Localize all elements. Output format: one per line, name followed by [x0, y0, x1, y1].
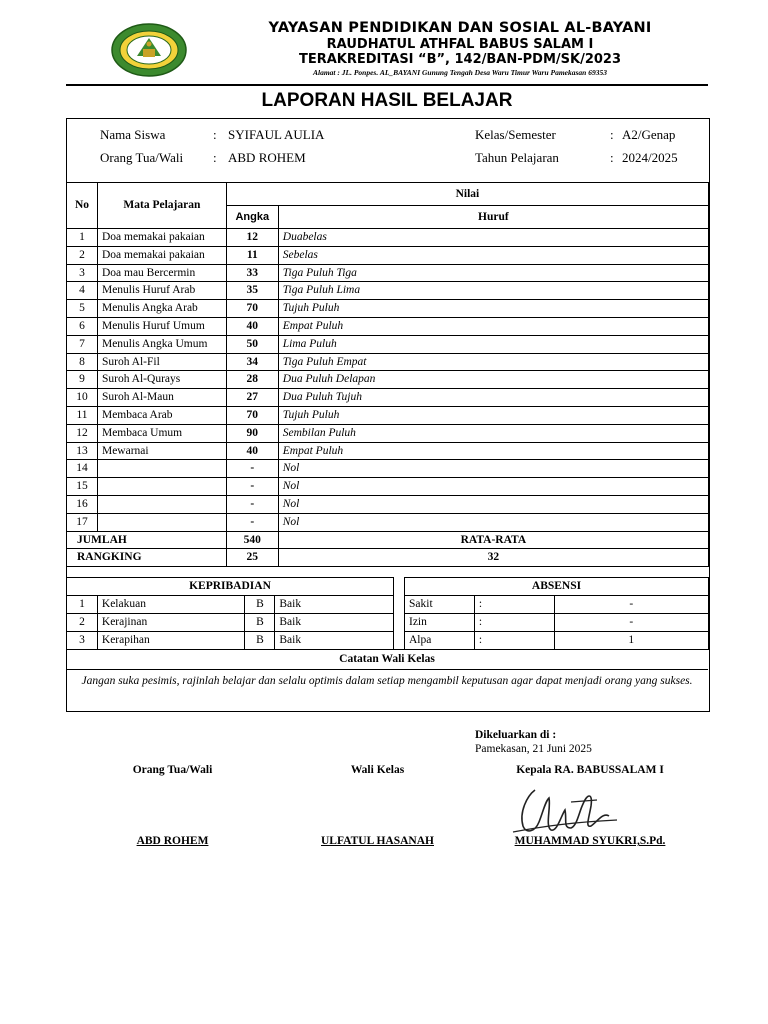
class-value: A2/Genap	[622, 127, 676, 142]
year-colon: :	[610, 150, 614, 165]
kepribadian-grade: B	[245, 614, 275, 632]
grade-row	[67, 460, 709, 478]
grade-subject: Doa mau Bercermin	[97, 264, 226, 282]
kepribadian-no: 2	[67, 614, 98, 632]
absensi-colon: :	[474, 632, 554, 650]
kepribadian-aspect: Kelakuan	[97, 596, 245, 614]
catatan-text: Jangan suka pesimis, rajinlah belajar dan selalu optimis dalam setiap mengambil keputusan agar dapat menjadi orang yang sukses.	[81, 675, 693, 687]
absensi-colon: :	[474, 614, 554, 632]
absensi-label: Alpa	[405, 632, 475, 650]
grade-no: 15	[67, 478, 98, 496]
report-title: LAPORAN HASIL BELAJAR	[261, 90, 513, 111]
parent-colon: :	[213, 150, 217, 165]
grade-no: 1	[67, 229, 98, 247]
grade-row	[67, 300, 709, 318]
rangking-label: RANGKING	[67, 549, 227, 567]
grade-no: 11	[67, 406, 98, 424]
grade-row	[67, 513, 709, 531]
grade-angka: -	[226, 460, 278, 478]
grade-angka: -	[226, 513, 278, 531]
grade-subject: Menulis Angka Arab	[97, 300, 226, 318]
grade-row	[67, 353, 709, 371]
grade-subject	[97, 495, 226, 513]
grade-angka: 40	[226, 317, 278, 335]
kepribadian-grade: B	[245, 632, 275, 650]
kepribadian-title: KEPRIBADIAN	[67, 578, 394, 596]
grade-huruf: Nol	[278, 513, 708, 531]
absensi-label: Izin	[405, 614, 475, 632]
year-value: 2024/2025	[622, 150, 678, 165]
grade-huruf: Nol	[278, 460, 708, 478]
col-huruf-header: Huruf	[278, 206, 708, 229]
col-angka-header: Angka	[226, 206, 278, 229]
name-label: Nama Siswa	[100, 127, 166, 142]
grade-row	[67, 371, 709, 389]
grade-row	[67, 282, 709, 300]
catatan-title: Catatan Wali Kelas	[66, 649, 708, 670]
grade-subject: Doa memakai pakaian	[97, 246, 226, 264]
head-role: Kepala RA. BABUSSALAM I	[516, 764, 664, 776]
grade-angka: -	[226, 495, 278, 513]
teacher-role: Wali Kelas	[350, 764, 405, 776]
grade-no: 8	[67, 353, 98, 371]
col-no-header: No	[67, 183, 98, 229]
grade-angka: 12	[226, 229, 278, 247]
grade-huruf: Tiga Puluh Lima	[278, 282, 708, 300]
grade-subject	[97, 460, 226, 478]
grade-angka: 40	[226, 442, 278, 460]
teacher-name: ULFATUL HASANAH	[321, 835, 434, 847]
grade-row	[67, 229, 709, 247]
rangking-value: 25	[226, 549, 278, 567]
grade-subject: Suroh Al-Maun	[97, 389, 226, 407]
grade-row	[67, 246, 709, 264]
grade-subject: Membaca Arab	[97, 406, 226, 424]
absensi-row	[405, 596, 709, 614]
grade-no: 16	[67, 495, 98, 513]
grade-row	[67, 317, 709, 335]
grade-huruf: Dua Puluh Tujuh	[278, 389, 708, 407]
header-divider	[66, 84, 708, 86]
grade-huruf: Lima Puluh	[278, 335, 708, 353]
absensi-value: 1	[554, 632, 708, 650]
grade-row	[67, 335, 709, 353]
grade-row	[67, 264, 709, 282]
grade-no: 6	[67, 317, 98, 335]
grade-no: 2	[67, 246, 98, 264]
grade-row	[67, 389, 709, 407]
grade-no: 14	[67, 460, 98, 478]
absensi-value: -	[554, 596, 708, 614]
grade-row	[67, 406, 709, 424]
school-logo	[110, 22, 188, 78]
grade-huruf: Tiga Puluh Empat	[278, 353, 708, 371]
kepribadian-row	[67, 614, 394, 632]
grade-subject: Menulis Angka Umum	[97, 335, 226, 353]
grade-angka: 70	[226, 406, 278, 424]
accreditation: TERAKREDITASI “B”, 142/BAN-PDM/SK/2023	[298, 52, 622, 67]
rata-label: RATA-RATA	[278, 531, 708, 549]
school-name: RAUDHATUL ATHFAL BABUS SALAM I	[326, 37, 594, 52]
col-nilai-header: Nilai	[226, 183, 708, 206]
grade-no: 12	[67, 424, 98, 442]
grade-subject: Suroh Al-Fil	[97, 353, 226, 371]
kepribadian-table	[66, 577, 394, 650]
grade-no: 3	[67, 264, 98, 282]
class-colon: :	[610, 127, 614, 142]
jumlah-label: JUMLAH	[67, 531, 227, 549]
kepribadian-desc: Baik	[275, 614, 394, 632]
grade-huruf: Tujuh Puluh	[278, 406, 708, 424]
grade-huruf: Empat Puluh	[278, 442, 708, 460]
issued-place-date: Pamekasan, 21 Juni 2025	[475, 743, 592, 755]
grade-subject	[97, 513, 226, 531]
grade-angka: 11	[226, 246, 278, 264]
grade-subject: Suroh Al-Qurays	[97, 371, 226, 389]
grade-no: 5	[67, 300, 98, 318]
grade-subject	[97, 478, 226, 496]
kepribadian-row	[67, 632, 394, 650]
grade-angka: 35	[226, 282, 278, 300]
year-label: Tahun Pelajaran	[475, 150, 559, 165]
head-name: MUHAMMAD SYUKRI,S.Pd.	[514, 835, 666, 847]
absensi-row	[405, 632, 709, 650]
grade-huruf: Sebelas	[278, 246, 708, 264]
kepribadian-aspect: Kerajinan	[97, 614, 245, 632]
parent-label: Orang Tua/Wali	[100, 150, 184, 165]
grade-no: 9	[67, 371, 98, 389]
school-address: Alamat : JL. Ponpes. AL_BAYANI Gunung Tengah Desa Waru Timur Waru Pamekasan 69353	[313, 68, 607, 77]
kepribadian-row	[67, 596, 394, 614]
grade-subject: Doa memakai pakaian	[97, 229, 226, 247]
kepribadian-no: 1	[67, 596, 98, 614]
issued-label: Dikeluarkan di :	[475, 729, 557, 741]
absensi-colon: :	[474, 596, 554, 614]
grade-huruf: Nol	[278, 478, 708, 496]
jumlah-value: 540	[226, 531, 278, 549]
grade-no: 13	[67, 442, 98, 460]
kepribadian-aspect: Kerapihan	[97, 632, 245, 650]
foundation-name: YAYASAN PENDIDIKAN DAN SOSIAL AL-BAYANI	[268, 20, 652, 36]
grade-huruf: Duabelas	[278, 229, 708, 247]
absensi-value: -	[554, 614, 708, 632]
grade-huruf: Empat Puluh	[278, 317, 708, 335]
grade-no: 7	[67, 335, 98, 353]
grade-row	[67, 442, 709, 460]
rata-value: 32	[278, 549, 708, 567]
grade-no: 4	[67, 282, 98, 300]
grade-angka: 90	[226, 424, 278, 442]
grade-angka: 33	[226, 264, 278, 282]
grade-subject: Mewarnai	[97, 442, 226, 460]
grade-angka: 27	[226, 389, 278, 407]
kepribadian-no: 3	[67, 632, 98, 650]
grade-angka: 50	[226, 335, 278, 353]
grade-huruf: Sembilan Puluh	[278, 424, 708, 442]
grade-huruf: Tiga Puluh Tiga	[278, 264, 708, 282]
name-colon: :	[213, 127, 217, 142]
grade-row	[67, 495, 709, 513]
kepribadian-grade: B	[245, 596, 275, 614]
col-subject-header: Mata Pelajaran	[97, 183, 226, 229]
grade-angka: 28	[226, 371, 278, 389]
grade-huruf: Dua Puluh Delapan	[278, 371, 708, 389]
grade-subject: Menulis Huruf Umum	[97, 317, 226, 335]
grade-angka: 70	[226, 300, 278, 318]
grade-no: 17	[67, 513, 98, 531]
grade-row	[67, 424, 709, 442]
parent-role: Orang Tua/Wali	[132, 764, 213, 776]
grades-table	[66, 182, 709, 567]
absensi-row	[405, 614, 709, 632]
parent-value: ABD ROHEM	[228, 150, 306, 165]
absensi-title: ABSENSI	[405, 578, 709, 596]
parent-name: ABD ROHEM	[136, 835, 209, 847]
kepribadian-desc: Baik	[275, 632, 394, 650]
grade-no: 10	[67, 389, 98, 407]
absensi-label: Sakit	[405, 596, 475, 614]
grade-row	[67, 478, 709, 496]
grade-angka: 34	[226, 353, 278, 371]
grade-huruf: Tujuh Puluh	[278, 300, 708, 318]
grade-subject: Membaca Umum	[97, 424, 226, 442]
absensi-table	[404, 577, 709, 650]
grade-subject: Menulis Huruf Arab	[97, 282, 226, 300]
name-value: SYIFAUL AULIA	[228, 127, 325, 142]
grade-huruf: Nol	[278, 495, 708, 513]
grade-angka: -	[226, 478, 278, 496]
class-label: Kelas/Semester	[475, 127, 556, 142]
kepribadian-desc: Baik	[275, 596, 394, 614]
